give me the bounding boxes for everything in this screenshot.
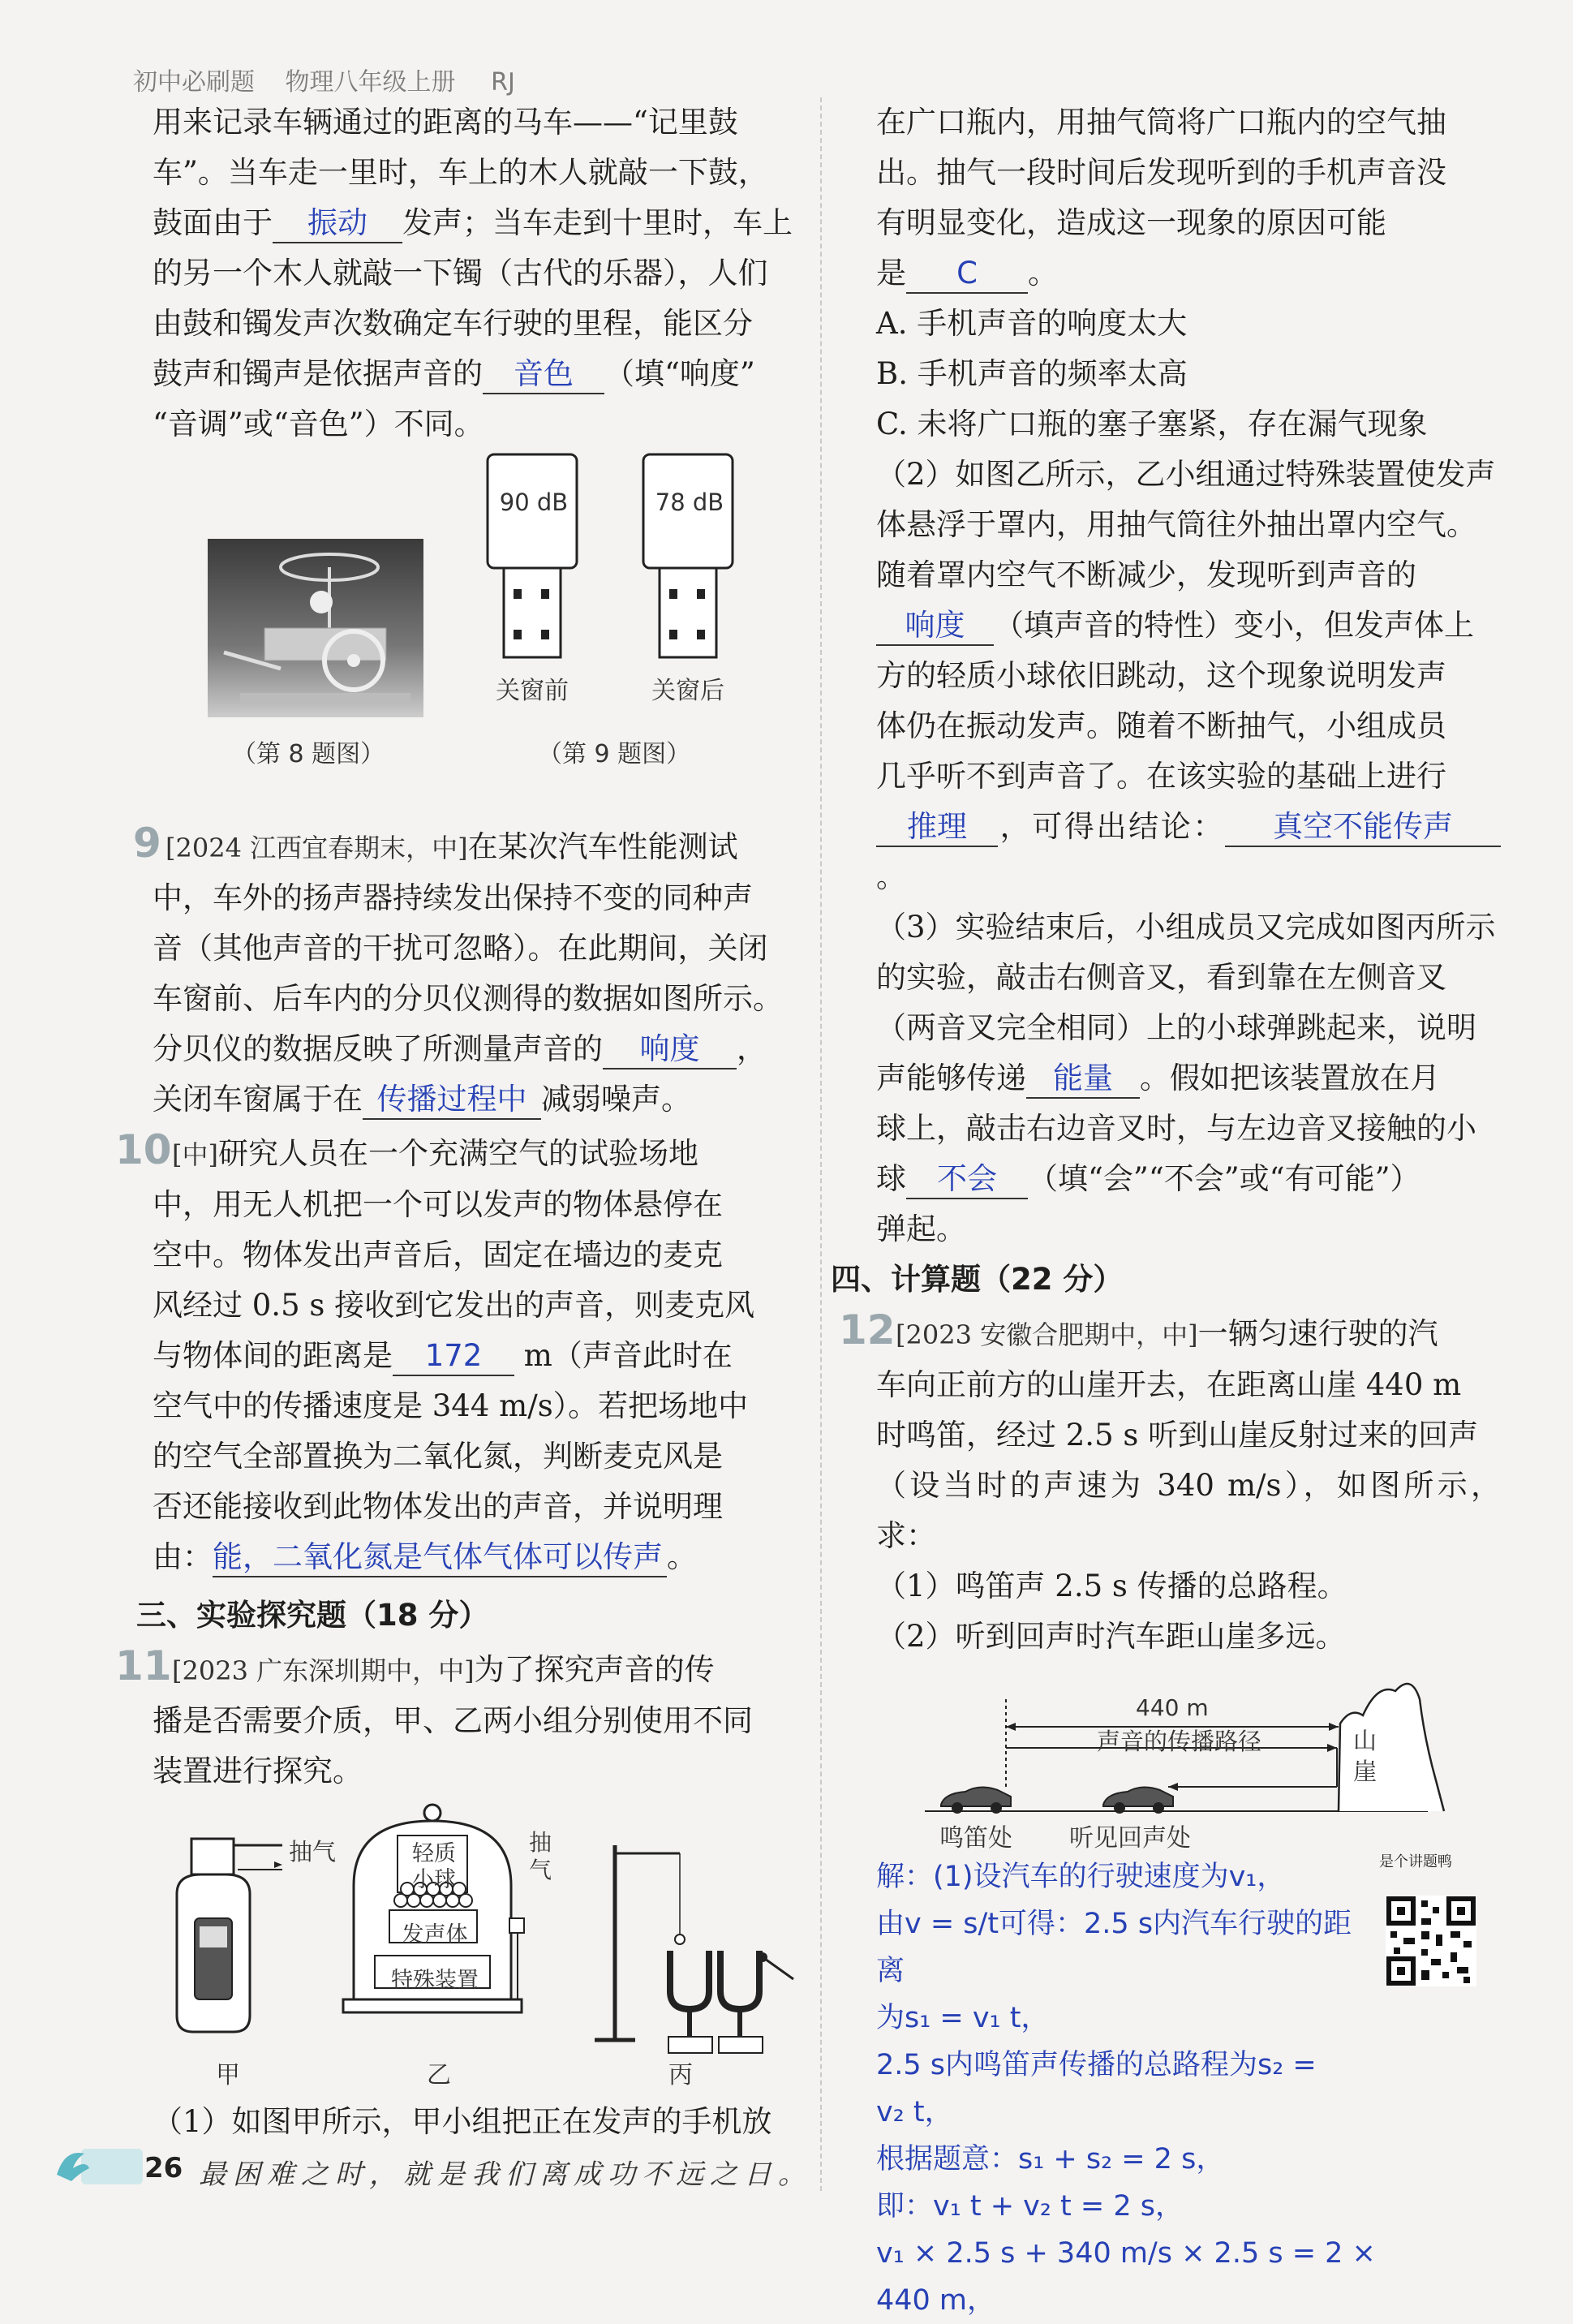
- q10-line: 空气中的传播速度是 344 m/s）。若把场地中: [153, 1388, 749, 1423]
- q11-p2-line-4: 响度 （填声音的特性）变小，但发声体上: [876, 600, 1501, 651]
- q10-line-5: 与物体间的距离是 172 m（声音此时在: [153, 1331, 793, 1381]
- solution-block: [876, 1853, 1501, 2324]
- q8-line: “音调”或“音色”）不同。: [153, 407, 484, 441]
- q10-line: 空中。物体发出声音后，固定在墙边的麦克: [153, 1237, 723, 1272]
- section-3-title: 三、实验探究题（18 分）: [136, 1598, 489, 1633]
- option-c: C. 未将广口瓶的塞子塞紧，存在漏气现象: [876, 407, 1428, 441]
- q9-answer-1: 响度: [603, 1031, 737, 1069]
- q9-line-1: 9 [2024 江西宜春期末，中]在某次汽车性能测试: [133, 820, 738, 867]
- q9-line-6: 关闭车窗属于在 传播过程中 减弱噪声。: [153, 1074, 793, 1125]
- meter-before-label: 关窗前: [496, 677, 569, 705]
- q12-number: 12: [839, 1306, 896, 1354]
- light-ball-label: 轻质小球: [412, 1841, 456, 1892]
- solution-line: v₂ t，: [876, 2096, 953, 2128]
- q10-line-9: 由：能，二氧化氮是气体气体可以传声 。: [153, 1532, 793, 1582]
- solution-line: v₁ × 2.5 s + 340 m/s × 2.5 s = 2 ×: [876, 2237, 1376, 2270]
- special-device-label: 特殊装置: [391, 1968, 479, 1993]
- q11-answer-4: 真空不能传声: [1225, 808, 1501, 847]
- q11-answer-5: 能量: [1026, 1060, 1140, 1099]
- distance-label: 440 m: [1136, 1694, 1209, 1721]
- meter-after: [643, 454, 733, 657]
- meter-before-value: 90 dB: [499, 488, 569, 516]
- q9-line: 音（其他声音的干扰可忽略）。在此期间，关闭: [153, 931, 768, 966]
- page-header: [133, 62, 538, 97]
- q9-line-5: 分贝仪的数据反映了所测量声音的 响度 ，: [153, 1024, 793, 1074]
- meter-after-value: 78 dB: [655, 488, 724, 516]
- q11-answer-6: 不会: [906, 1160, 1028, 1199]
- drum-cart-photo: [208, 539, 423, 717]
- q11-answer-2: 响度: [876, 607, 994, 646]
- solution-line: 解：(1)设汽车的行驶速度为v₁，: [876, 1861, 1286, 1893]
- solution-line: 根据题意：s₁ + s₂ = 2 s，: [876, 2143, 1225, 2176]
- page-number: 26: [144, 2152, 183, 2184]
- q8-line: 用来记录车辆通过的距离的马车——“记里鼓: [153, 105, 738, 140]
- cliff-label: 山崖: [1353, 1727, 1377, 1785]
- q11-p3-line: （3）实验结束后，小组成员又完成如图丙所示: [876, 910, 1496, 945]
- sound-path-label: 声音的传播路径: [1097, 1728, 1262, 1755]
- q11-answer-3: 推理: [876, 808, 998, 847]
- decibel-meters: [481, 450, 781, 693]
- q10-line: 中，用无人机把一个可以发声的物体悬停在: [153, 1187, 723, 1222]
- q10-line: 的空气全部置换为二氧化氮，判断麦克风是: [153, 1439, 723, 1474]
- q10-answer-1: 172: [393, 1337, 514, 1376]
- section-4-title: 四、计算题（22 分）: [831, 1262, 1124, 1297]
- q11-line: 播是否需要介质，甲、乙两小组分别使用不同: [153, 1703, 753, 1738]
- q9-source: [2024 江西宜春期末，中]: [165, 833, 468, 863]
- q11-p3-line-4: 声能够传递 能量 。假如把该装置放在月: [876, 1053, 1501, 1104]
- figure-12: [876, 1675, 1501, 1853]
- echo-position-label: 听见回声处: [1069, 1824, 1191, 1853]
- option-b: B. 手机声音的频率太高: [876, 356, 1188, 391]
- left-column: [115, 97, 793, 2147]
- q10-number: 10: [115, 1126, 172, 1173]
- pump-label-jia: 抽气: [289, 1838, 337, 1866]
- solution-line: 2.5 s内鸣笛声传播的总路程为s₂ =: [876, 2049, 1317, 2081]
- q11-p2-line: 体仍在振动发声。随着不断抽气，小组成员: [876, 708, 1446, 743]
- q11-cont-line: 出。抽气一段时间后发现听到的手机声音没: [876, 155, 1446, 190]
- q10-line: 风经过 0.5 s 接收到它发出的声音，则麦克风: [153, 1288, 755, 1323]
- q10-source: [中]: [172, 1139, 218, 1170]
- book-title: 初中必刷题: [133, 68, 255, 97]
- q11-source: [2023 广东深圳期中，中]: [172, 1655, 475, 1686]
- q9-answer-2: 传播过程中: [363, 1081, 541, 1120]
- q11-answer-1: C: [906, 255, 1028, 294]
- figure-11: [153, 1797, 793, 2097]
- q8-line: 的另一个木人就敲一下镯（古代的乐器），人们: [153, 256, 768, 290]
- right-column: [831, 97, 1501, 2324]
- q8-answer-2: 音色: [483, 355, 604, 394]
- edition-label: RJ: [491, 68, 515, 97]
- solution-line: 即：v₁ t + v₂ t = 2 s，: [876, 2190, 1184, 2223]
- meter-after-label: 关窗后: [651, 677, 724, 705]
- figure-label-bing: 丙: [668, 2061, 693, 2089]
- q11-p3-line: 球上，敲击右边音叉时，与左边音叉接触的小: [876, 1111, 1476, 1146]
- q10-answer-2: 能，二氧化氮是气体气体可以传声: [213, 1539, 667, 1577]
- q11-p2-line: 体悬浮于罩内，用抽气筒往外抽出罩内空气。: [876, 507, 1476, 542]
- q11-p2-line: （2）如图乙所示，乙小组通过特殊装置使发声: [876, 457, 1496, 492]
- q11-line: 装置进行探究。: [153, 1754, 363, 1788]
- tuning-fork-apparatus: [595, 1845, 793, 2053]
- q11-cont-line: 有明显变化，造成这一现象的原因可能: [876, 205, 1386, 240]
- footer-motto: 最困难之时，就是我们离成功不远之日。: [199, 2158, 812, 2191]
- q12-part-1: （1）鸣笛声 2.5 s 传播的总路程。: [876, 1569, 1347, 1603]
- q12-line: 车向正前方的山崖开去，在距离山崖 440 m: [876, 1367, 1462, 1402]
- solution-line: 为s₁ = v₁ t，: [876, 2002, 1050, 2034]
- figure-label-yi: 乙: [427, 2061, 451, 2089]
- column-divider: [820, 97, 822, 2191]
- q11-p3-line: （两音叉完全相同）上的小球弹跳起来，说明: [876, 1010, 1476, 1045]
- q11-p2-line: 随着罩内空气不断减少，发现听到声音的: [876, 557, 1416, 592]
- q11-cont-line: 在广口瓶内，用抽气筒将广口瓶内的空气抽: [876, 105, 1446, 140]
- qr-label: 是个讲题鸭: [1379, 1853, 1452, 1870]
- meter-before: [488, 454, 577, 657]
- q8-line-3: 鼓面由于 振动 发声；当车走到十里时，车上: [153, 198, 793, 248]
- q12-line: （设当时的声速为 340 m/s），如图所示，求：: [876, 1468, 1501, 1553]
- solution-text: [876, 1853, 1379, 2324]
- q11-line-1: 11[2023 广东深圳期中，中]为了探究声音的传: [115, 1642, 715, 1689]
- page-number-badge: [49, 2142, 146, 2188]
- figures-8-9: [153, 450, 793, 790]
- option-a: A. 手机声音的响度太大: [876, 306, 1188, 341]
- q8-line: 车”。当车走一里时，车上的木人就敲一下鼓，: [153, 155, 768, 190]
- q9-line: 中，车外的扬声器持续发出保持不变的同种声: [153, 880, 753, 915]
- fig8-caption: （第 8 题图）: [232, 740, 385, 768]
- q11-p2-line-8: 推理 ，可得出结论： 真空不能传声。: [876, 802, 1501, 902]
- pump-label-yi: 抽气: [529, 1829, 552, 1883]
- q8-answer-1: 振动: [273, 204, 402, 243]
- fig9-caption: （第 9 题图）: [538, 740, 691, 768]
- q11-p3-line: 弹起。: [876, 1211, 966, 1246]
- q8-line: 由鼓和镯发声次数确定车行驶的里程，能区分: [153, 306, 753, 341]
- car-honk-icon: [941, 1787, 1011, 1814]
- q9-line: 车窗前、后车内的分贝仪测得的数据如图所示。: [153, 981, 783, 1016]
- sound-body-label: 发声体: [402, 1922, 468, 1947]
- q12-line-1: 12[2023 安徽合肥期中，中]一辆匀速行驶的汽: [839, 1306, 1438, 1354]
- q11-number: 11: [115, 1642, 172, 1689]
- figure-11-diagram: [161, 1797, 802, 2081]
- q11-cont-line-4: 是 C 。: [876, 248, 1501, 299]
- q12-line: 时鸣笛，经过 2.5 s 听到山崖反射过来的回声: [876, 1418, 1479, 1452]
- q11-p3-line-6: 球 不会 （填“会”“不会”或“有可能”）: [876, 1154, 1501, 1204]
- solution-line: 由v = s/t可得：2.5 s内汽车行驶的距离: [876, 1908, 1352, 1987]
- q11-part-1: （1）如图甲所示，甲小组把正在发声的手机放: [153, 2104, 772, 2139]
- subject-title: 物理八年级上册: [285, 68, 456, 97]
- q10-line-1: 10[中]研究人员在一个充满空气的试验场地: [115, 1126, 698, 1173]
- car-echo-icon: [1103, 1787, 1173, 1814]
- q11-p2-line: 方的轻质小球依旧跳动，这个现象说明发声: [876, 658, 1446, 693]
- q9-number: 9: [133, 820, 161, 867]
- q8-line-6: 鼓声和镯声是依据声音的 音色 （填“响度”: [153, 349, 793, 399]
- q11-p2-line: 几乎听不到声音了。在该实验的基础上进行: [876, 759, 1446, 794]
- jar-apparatus: [177, 1839, 282, 2032]
- figure-label-jia: 甲: [216, 2061, 240, 2089]
- qr-code-icon[interactable]: [1386, 1896, 1476, 1986]
- q11-p3-line: 的实验，敲击右侧音叉，看到靠在左侧音叉: [876, 960, 1446, 995]
- q12-part-2: （2）听到回声时汽车距山崖多远。: [876, 1619, 1346, 1654]
- honk-position-label: 鸣笛处: [939, 1824, 1012, 1853]
- q12-source: [2023 安徽合肥期中，中]: [896, 1319, 1198, 1350]
- solution-line: 440 m，: [876, 2284, 996, 2317]
- q10-line: 否还能接收到此物体发出的声音，并说明理: [153, 1489, 723, 1524]
